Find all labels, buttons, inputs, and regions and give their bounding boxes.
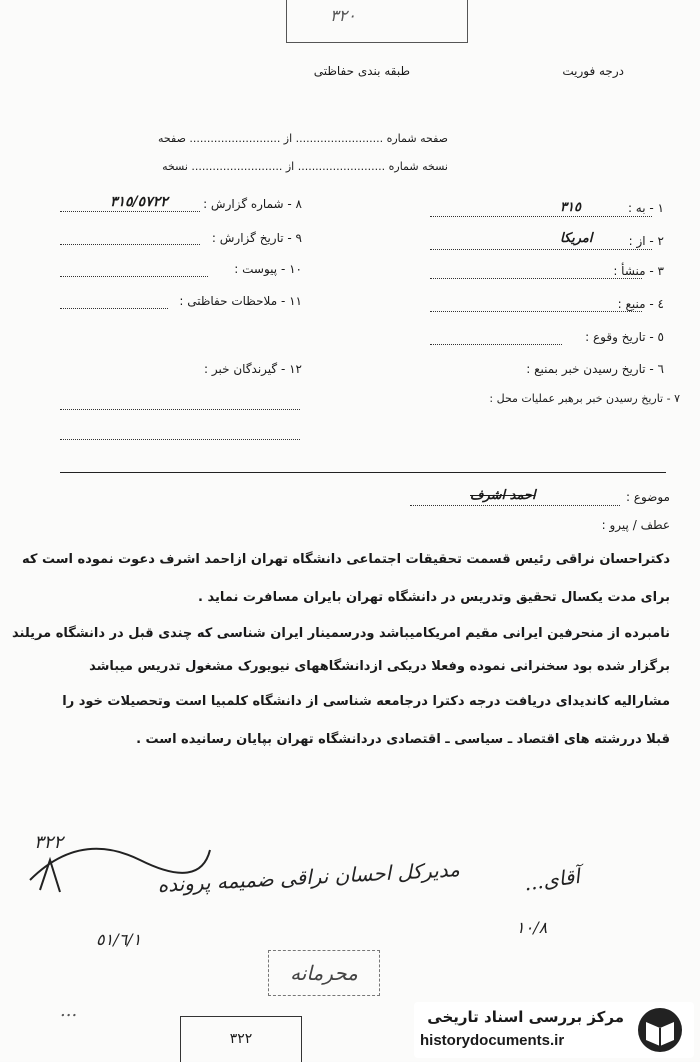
- subject-label: موضوع :: [625, 490, 670, 504]
- recipients-line-1: [60, 408, 300, 410]
- report-number-line: [60, 210, 200, 212]
- origin-label: ٣ - منشأ :: [613, 264, 664, 278]
- subject-line: [410, 504, 620, 506]
- source-line: [430, 310, 642, 312]
- handwritten-signature: آقای...: [522, 863, 582, 896]
- report-number-value: ٣١٥/٥٧٢٢: [110, 194, 168, 210]
- reference-label: عطف / پیرو :: [601, 518, 670, 532]
- event-date-label: ٥ - تاریخ وقوع :: [585, 330, 664, 344]
- handwritten-main-note: مدیرکل احسان نراقی ضمیمه پرونده: [157, 857, 461, 897]
- received-from-source-label: ٦ - تاریخ رسیدن خبر بمنبع :: [526, 362, 664, 376]
- book-logo-icon: [632, 1006, 688, 1054]
- body-line-2: برای مدت یکسال تحقیق وتدریس در دانشگاه تهران بایران مسافرت نماید .: [198, 590, 670, 605]
- report-number-label: ٨ - شماره گزارش :: [203, 197, 302, 211]
- page-number-line: صفحه شماره ......................... از .......................... صفحه: [158, 132, 448, 145]
- handwritten-number: ٣٢٢: [34, 832, 64, 853]
- to-line: [430, 215, 652, 217]
- top-stamp-box: [286, 0, 468, 43]
- recipients-line-2: [60, 438, 300, 440]
- body-line-6: قبلا دررشته های اقتصاد ـ سیاسی ـ اقتصادی دردانشگاه تهران بپایان رسانیده است .: [136, 732, 670, 747]
- section-divider: [60, 472, 666, 473]
- attachment-label: ١٠ - پیوست :: [234, 262, 302, 276]
- copy-number-line: نسخه شماره ......................... از .......................... نسخه: [162, 160, 448, 173]
- history-documents-watermark: [414, 1002, 694, 1058]
- handwritten-date: ٥١/٦/١: [96, 930, 142, 949]
- source-label: ٤ - منبع :: [617, 297, 664, 311]
- confidential-stamp-text: محرمانه: [290, 961, 358, 985]
- received-by-chief-label: ٧ - تاریخ رسیدن خبر برهبر عملیات محل :: [489, 392, 680, 405]
- urgency-label: درجه فوریت: [562, 64, 624, 78]
- subject-value: احمد اشرف: [470, 488, 536, 503]
- report-date-label: ٩ - تاریخ گزارش :: [211, 231, 302, 245]
- classification-label: طبقه بندی حفاظتی: [313, 64, 410, 78]
- protective-notes-label: ١١ - ملاحظات حفاظتی :: [179, 294, 302, 308]
- from-label: ٢ - از :: [628, 234, 664, 248]
- top-stamp-text: ٣٢٠: [330, 6, 356, 25]
- handwritten-signature-date: ١٠/٨: [516, 918, 548, 937]
- event-date-line: [430, 343, 562, 345]
- bottom-left-note: ...: [60, 1000, 78, 1021]
- body-line-1: دکتراحسان نراقی رئیس قسمت تحقیقات اجتماعی دانشگاه تهران ازاحمد اشرف دعوت نموده است که: [21, 552, 670, 567]
- attachment-line: [60, 275, 208, 277]
- body-line-5: مشارالیه کاندیدای دریافت درجه دکترا درجامعه شناسی از دانشگاه کلمبیا است وتحصیلات خود را: [62, 694, 670, 709]
- confidential-stamp: [268, 950, 380, 996]
- to-value: ٣١٥: [560, 200, 581, 215]
- body-line-4: برگزار شده بود سخنرانی نموده وفعلا دریکی ازدانشگاههای نیویورک مشغول تدریس میباشد: [89, 659, 670, 674]
- watermark-url: historydocuments.ir: [420, 1032, 565, 1049]
- to-label: ١ - به :: [627, 201, 664, 215]
- report-date-line: [60, 243, 200, 245]
- from-value: امریکا: [560, 231, 593, 246]
- protective-notes-line: [60, 307, 168, 309]
- from-line: [430, 248, 652, 250]
- origin-line: [430, 277, 642, 279]
- recipients-label: ١٢ - گیرندگان خبر :: [204, 362, 302, 376]
- body-line-3: نامبرده از منحرفین ایرانی مقیم امریکامیباشد ودرسمینار ایران شناسی که چندی قبل در دانشگاه مریلند: [12, 626, 670, 641]
- watermark-title: مرکز بررسی اسناد تاریخی: [427, 1008, 624, 1026]
- bottom-number-box: [180, 1016, 302, 1062]
- bottom-number-text: ٣٢٢: [229, 1031, 253, 1047]
